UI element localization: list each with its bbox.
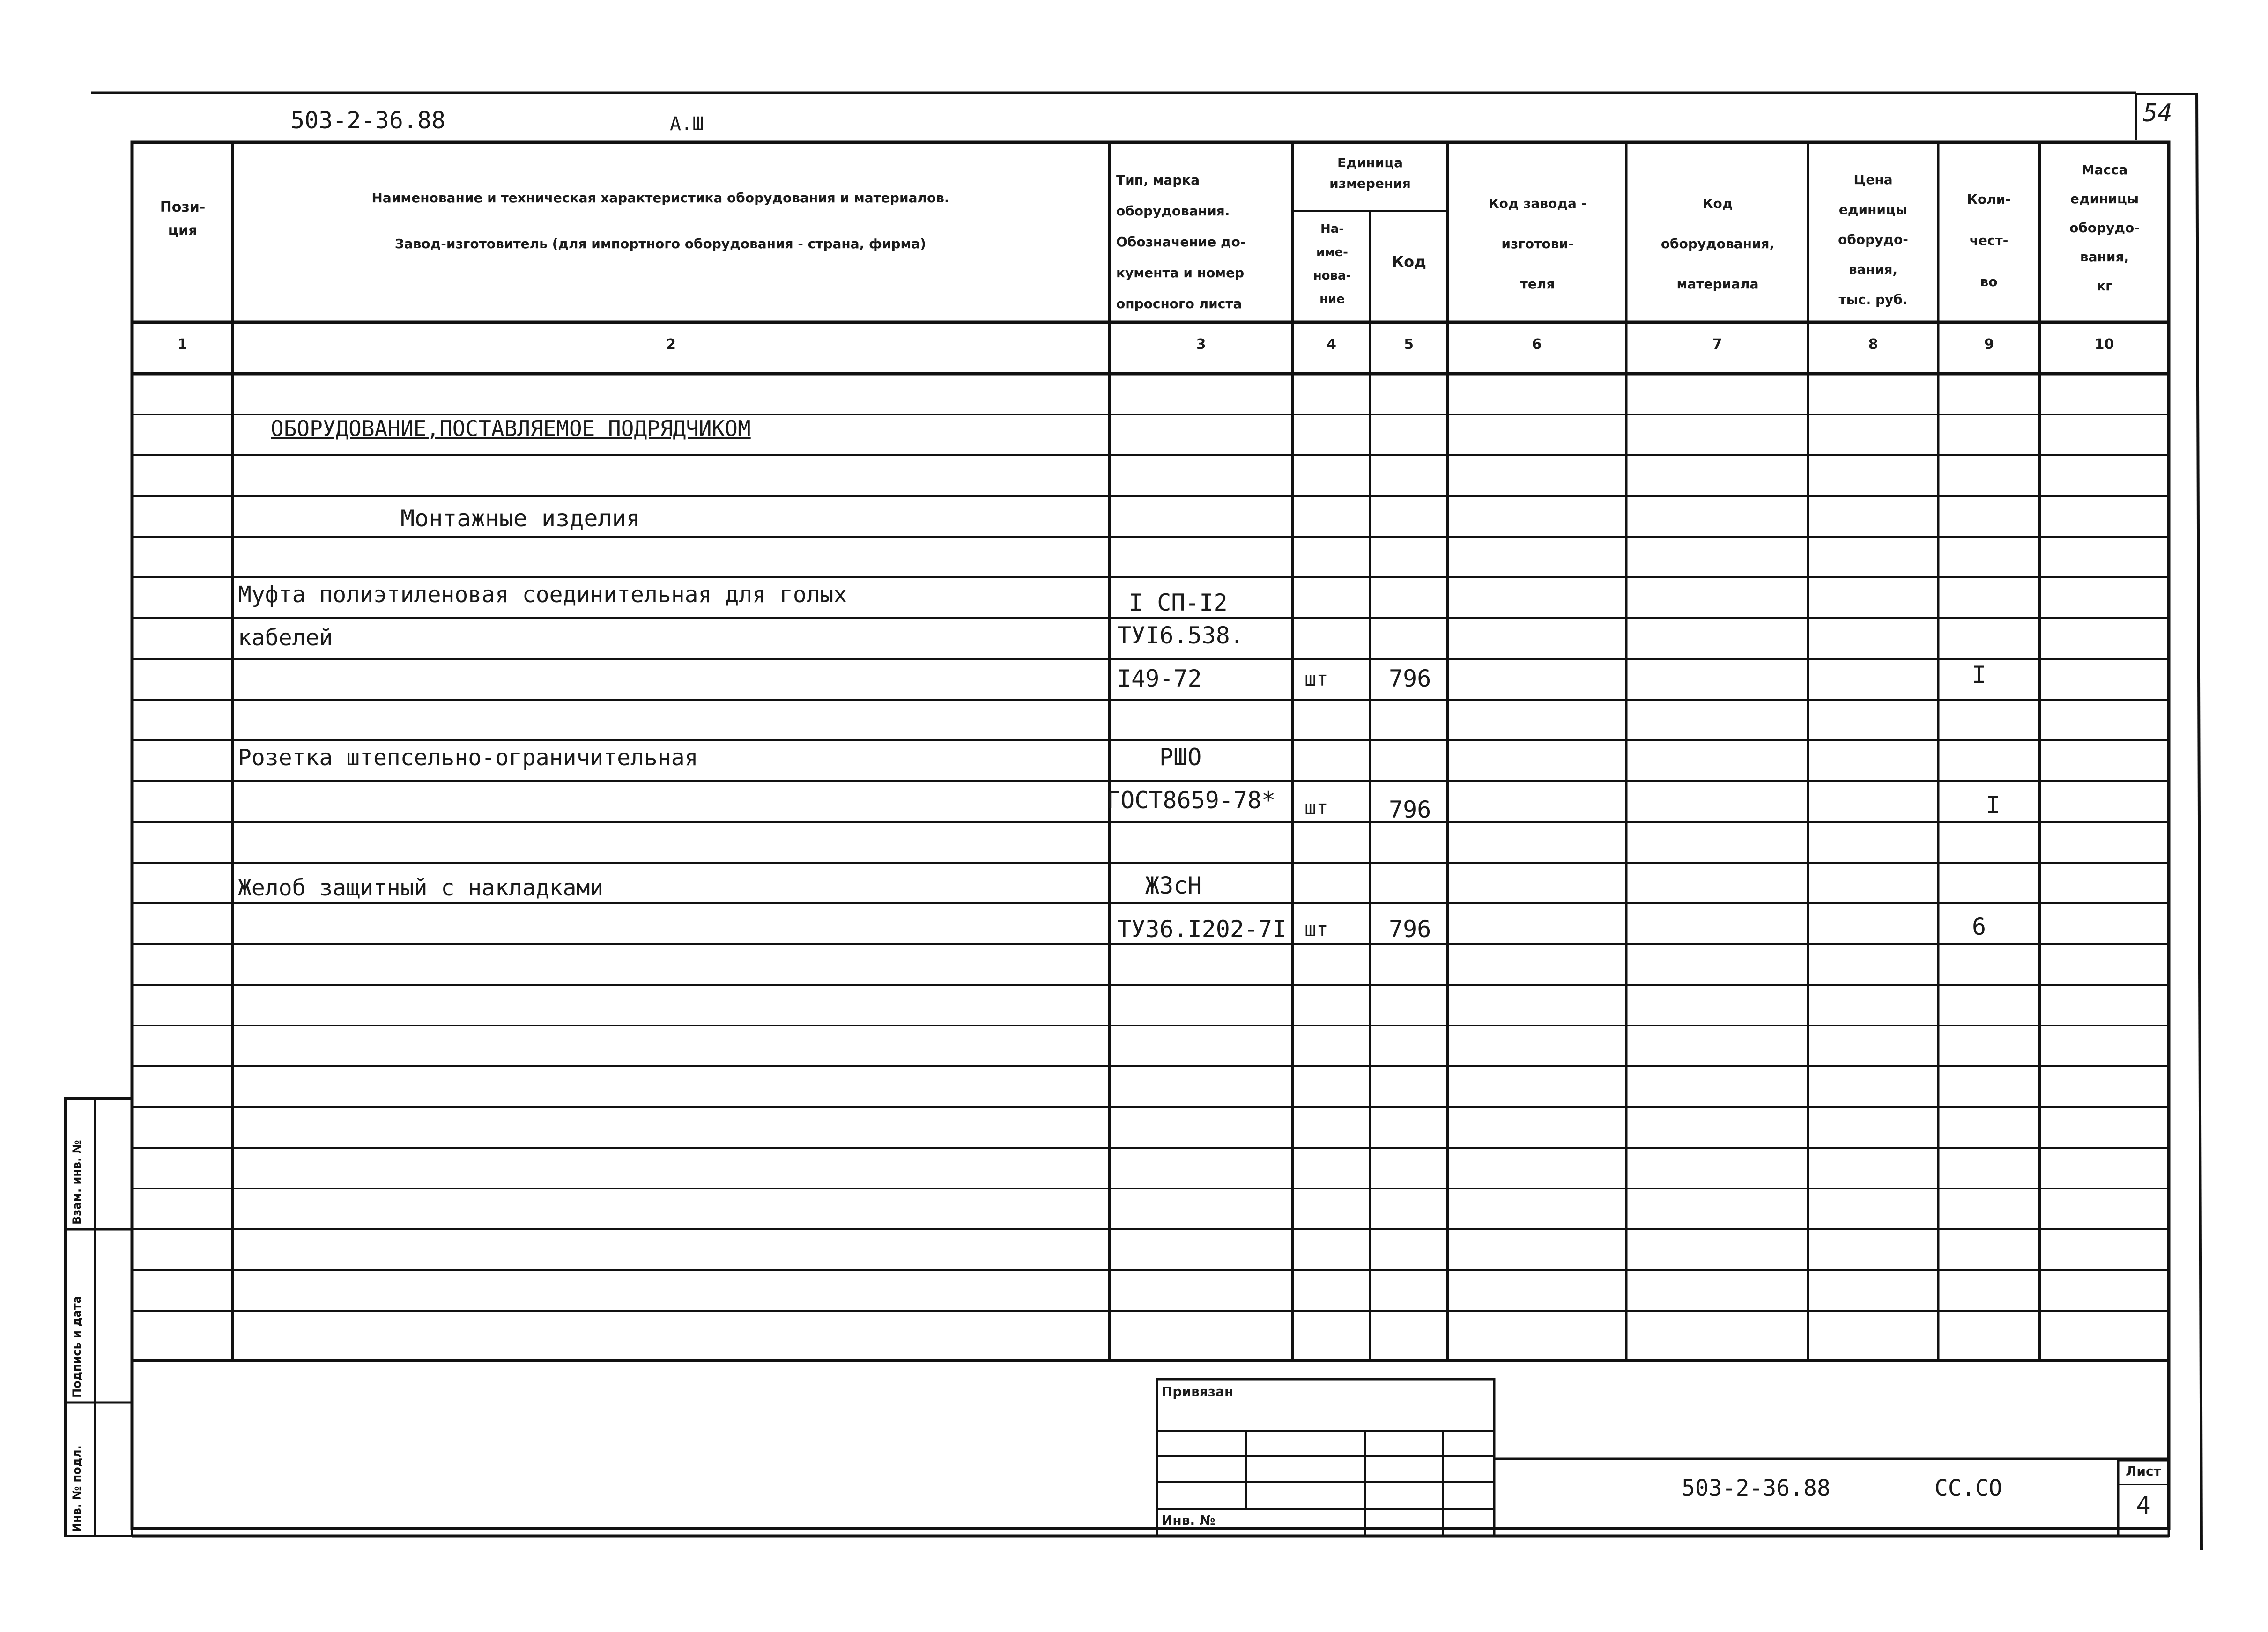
col-number-9: 9 (1984, 336, 1994, 353)
header-position: Пози- ция (160, 199, 206, 239)
top-document-code: 503-2-36.88 (290, 107, 446, 134)
item-1-doc-cont: I49-72 (1117, 665, 1202, 692)
stamp-document-code: 503-2-36.88 (1682, 1475, 1831, 1501)
header-unit-code: Код (1392, 253, 1426, 271)
item-3-quantity: 6 (1972, 913, 1986, 940)
top-mark: А.Ш (670, 113, 704, 135)
header-price: Цена единицы оборудо- вания, тыс. руб. (1838, 172, 1908, 307)
subsection-heading: Монтажные изделия (400, 505, 640, 532)
header-unit-name: На- име- нова- ние (1313, 222, 1351, 306)
item-2-unit: шт (1304, 796, 1328, 819)
item-2-doc: ГОСТ8659-78* (1106, 787, 1276, 814)
col-number-4: 4 (1327, 336, 1336, 353)
stamp-inv-no: Инв. № (1162, 1513, 1216, 1528)
side-label-replacement: Взам. инв. № (70, 1140, 83, 1225)
header-unit-group: Единица измерения (1329, 155, 1411, 191)
header-type: Тип, марка оборудования. Обозначение до- кумента и номер опросного листа (1116, 172, 1246, 311)
item-3-unit: шт (1304, 918, 1328, 941)
header-name-line1: Наименование и техническая характеристика оборудования и материалов. (371, 190, 949, 206)
section-heading: ОБОРУДОВАНИЕ,ПОСТАВЛЯЕМОЕ ПОДРЯДЧИКОМ (271, 416, 751, 441)
col-number-1: 1 (178, 336, 187, 353)
stamp-sheet-number: 4 (2136, 1492, 2151, 1520)
side-label-inventory: Инв. № подл. (70, 1445, 83, 1532)
item-2-type: РШО (1159, 744, 1202, 771)
page-number: 54 (2143, 99, 2172, 127)
item-3-type: ЖЗсН (1145, 872, 1202, 899)
header-factory-code: Код завода - изготови- теля (1488, 196, 1587, 292)
header-name-line2: Завод-изготовитель (для импортного оборудования - страна, фирма) (394, 236, 926, 251)
side-label-signature: Подпись и дата (70, 1296, 83, 1398)
col-number-8: 8 (1868, 336, 1878, 353)
stamp-privyazan: Привязан (1162, 1384, 1234, 1399)
item-1-name-line2: кабелей (238, 625, 333, 651)
col-number-3: 3 (1196, 336, 1206, 353)
item-1-quantity: I (1972, 661, 1986, 688)
item-3-name: Желоб защитный с накладками (238, 875, 604, 901)
item-2-unit-code: 796 (1389, 796, 1431, 823)
col-number-2: 2 (666, 336, 676, 353)
stamp-sheet-label: Лист (2126, 1463, 2161, 1479)
item-3-unit-code: 796 (1389, 916, 1431, 943)
item-1-type: I СП-I2 (1129, 589, 1228, 616)
item-3-doc: ТУ36.I202-7I (1117, 916, 1287, 943)
item-2-quantity: I (1986, 791, 2001, 819)
item-1-doc: ТУI6.538. (1117, 622, 1244, 649)
col-number-6: 6 (1532, 336, 1542, 353)
header-mass: Масса единицы оборудо- вания, кг (2069, 162, 2140, 294)
item-1-unit-code: 796 (1389, 665, 1431, 692)
header-quantity: Коли- чест- во (1967, 192, 2011, 289)
item-1-unit: шт (1304, 667, 1328, 690)
col-number-5: 5 (1404, 336, 1414, 353)
stamp-document-mark: СС.СО (1934, 1475, 2002, 1501)
col-number-10: 10 (2094, 336, 2114, 353)
header-equipment-code: Код оборудования, материала (1660, 196, 1775, 292)
item-1-name-line1: Муфта полиэтиленовая соединительная для голых (238, 582, 847, 608)
col-number-7: 7 (1712, 336, 1722, 353)
item-2-name: Розетка штепсельно-ограничительная (238, 745, 698, 771)
